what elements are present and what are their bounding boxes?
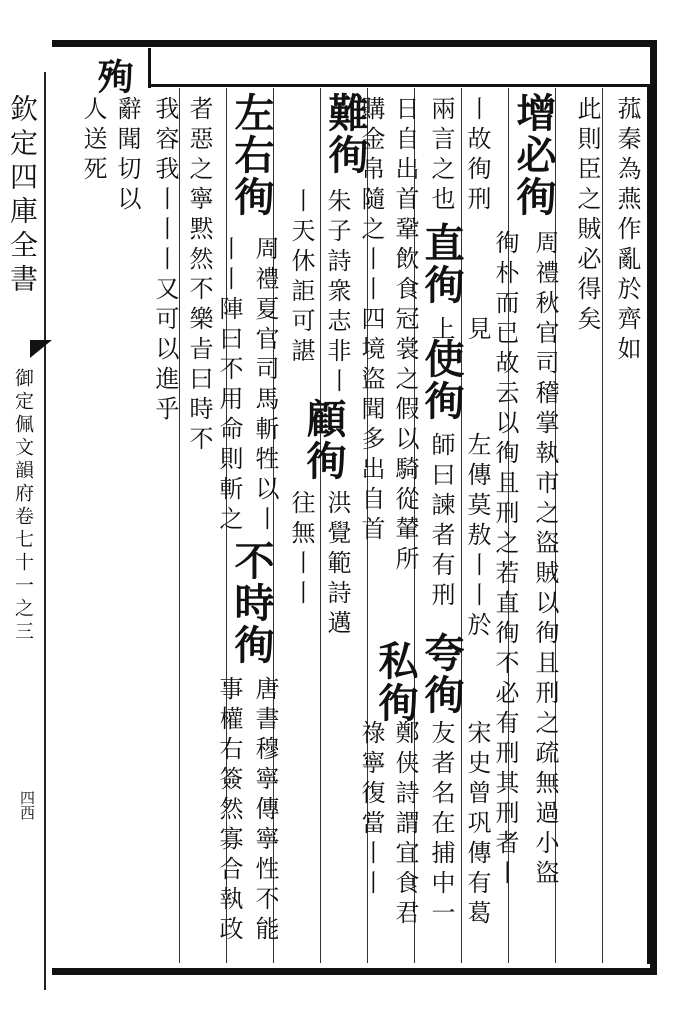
text-column: 徇朴而已故云以徇且刑之若直徇不必有刑其刑者丨 (491, 230, 519, 890)
text-column: 兩言之也 (427, 96, 455, 216)
entry-heading: 直徇 (418, 222, 465, 306)
text-column: 日自出首鞏飲食冠裳之假以騎從輦所 (391, 96, 419, 576)
text-column: 丨故徇刑 (463, 96, 491, 216)
text-column: 唐書穆寧傳寧性不能 (251, 676, 279, 946)
margin-title: 欽定四庫全書 (6, 94, 39, 298)
text-column: 鄭侠詩謂宜食君 (391, 720, 419, 930)
margin-page-number: 四西 (18, 790, 36, 820)
text-column: 者惡之寧黙然不樂㫖曰時不 (185, 96, 213, 456)
entry-heading: 增必徇 (510, 92, 557, 218)
entry-heading: 左右徇 (228, 92, 275, 218)
text-column: 上 (427, 316, 455, 346)
margin-subtitle: 御定佩文韻府卷七十一之三 (12, 368, 34, 644)
fish-tail-mark (30, 340, 52, 358)
text-column: 見 (463, 316, 491, 346)
entry-heading: 不時徇 (228, 540, 275, 666)
text-column: 朱子詩衆志非丨 (323, 188, 351, 398)
text-column: 菰秦為燕作亂於齊如 (613, 96, 641, 366)
text-column: 祿寧復當丨丨 (357, 720, 385, 900)
text-column: 師曰諫者有刑 (427, 432, 455, 612)
text-column: 周禮秋官司稽掌執市之盜賊以徇且刑之疏無過小盜 (531, 230, 559, 890)
text-column: 左傳莫敖丨丨於 (463, 432, 491, 642)
text-column: 購金帛隨之丨丨四境盜聞多出自首 (357, 96, 385, 546)
text-column: 周禮夏官司馬斬牲以丨 (251, 236, 279, 536)
text-column: 我容我丨丨丨又可以進乎 (151, 96, 179, 426)
text-column: 宋史曾巩傳有葛 (463, 720, 491, 930)
text-column: 洪覺範詩邁 (323, 490, 351, 640)
text-column: 辭聞切以 (113, 96, 141, 216)
text-column: 事權右簽然寡合執政 (215, 676, 243, 946)
entry-heading: 顧徇 (300, 398, 347, 482)
text-column: 丨天休詎可諶 (287, 188, 315, 368)
margin-rule-bottom (44, 930, 46, 990)
text-column: 友者名在捕中一 (427, 720, 455, 930)
text-column: 丨丨陣曰不用命則斬之 (215, 236, 243, 536)
entry-heading: 使徇 (418, 338, 465, 422)
text-column: 往無丨丨 (287, 490, 315, 610)
entry-heading: 難徇 (322, 92, 369, 176)
entry-heading: 夸徇 (418, 632, 465, 716)
heading-character: 殉 (92, 58, 134, 94)
margin-rule (44, 72, 46, 932)
text-column: 人送死 (79, 96, 107, 186)
entry-heading: 私徇 (372, 640, 419, 724)
text-column: 此則臣之賊必得矣 (573, 96, 601, 336)
